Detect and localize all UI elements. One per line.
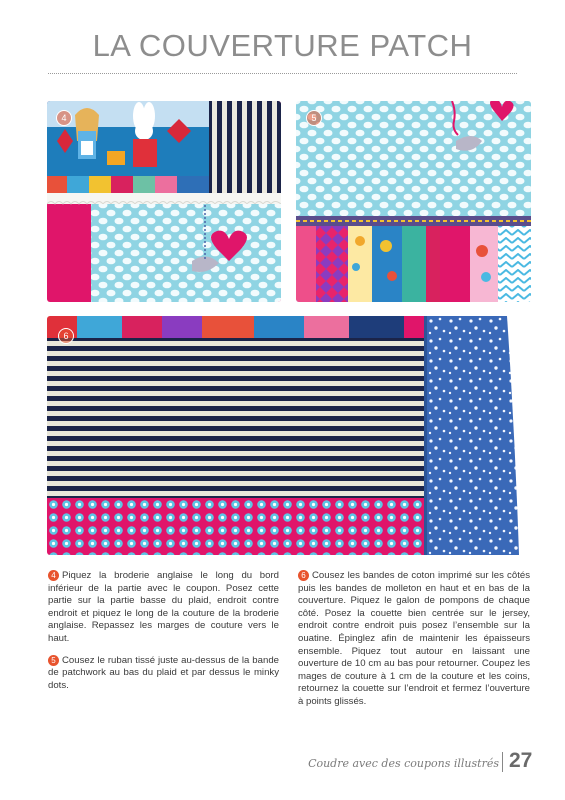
photo-step-5-illustration (296, 101, 531, 302)
photo-step-6 (47, 316, 531, 555)
step-number-badge: 5 (48, 655, 59, 666)
step-4-paragraph (48, 570, 279, 646)
photo-step-6-illustration (47, 316, 531, 555)
step-number-badge: 4 (48, 570, 59, 581)
page-title: LA COUVERTURE PATCH (92, 28, 473, 63)
step-number-badge: 6 (298, 570, 309, 581)
photo-badge: 6 (58, 328, 74, 344)
footer-divider (502, 752, 503, 772)
photo-step-4-illustration (47, 101, 281, 302)
page-number: 27 (509, 749, 533, 772)
step-4-text: Piquez la broderie anglaise le long du bord inférieur de la partie avec le coupon. Posez cette partie sur la partie basse du plaid, endroit contre endroit et piquez le long de la couture de la broderie anglaise. Repassez les marges de couture vers le haut. (48, 570, 279, 644)
title-divider (48, 73, 517, 74)
photo-step-4 (47, 101, 281, 302)
photo-badge: 5 (306, 110, 322, 126)
step-6-paragraph (298, 570, 530, 709)
photo-badge: 4 (56, 110, 72, 126)
text-column-right (298, 570, 530, 718)
text-column-left (48, 570, 279, 701)
footer-book-title: Coudre avec des coupons illustrés (308, 757, 499, 770)
photo-step-5 (296, 101, 531, 302)
step-5-paragraph (48, 655, 279, 693)
step-5-text: Cousez le ruban tissé juste au-dessus de la bande de patchwork au bas du plaid et par dessus le minky dots. (48, 654, 279, 691)
step-6-text: Cousez les bandes de coton imprimé sur les côtés puis les bandes de molleton en haut et en bas de la couverture. Piquez le galon de pompons de chaque côté. Posez la couette bien centrée sur le jersey, endroit contre endroit puis posez l’ensemble sur la ouatine. Épinglez afin de maintenir les épaisseurs ensemble. Piquez tout autour en laissant une ouverture de 10 cm au bas pour retourner. Coupez les mages de couture à 1 cm de la couture et les coins, retournez la couette sur l’endroit et fermez l’ouverture à points glissés. (298, 570, 530, 707)
